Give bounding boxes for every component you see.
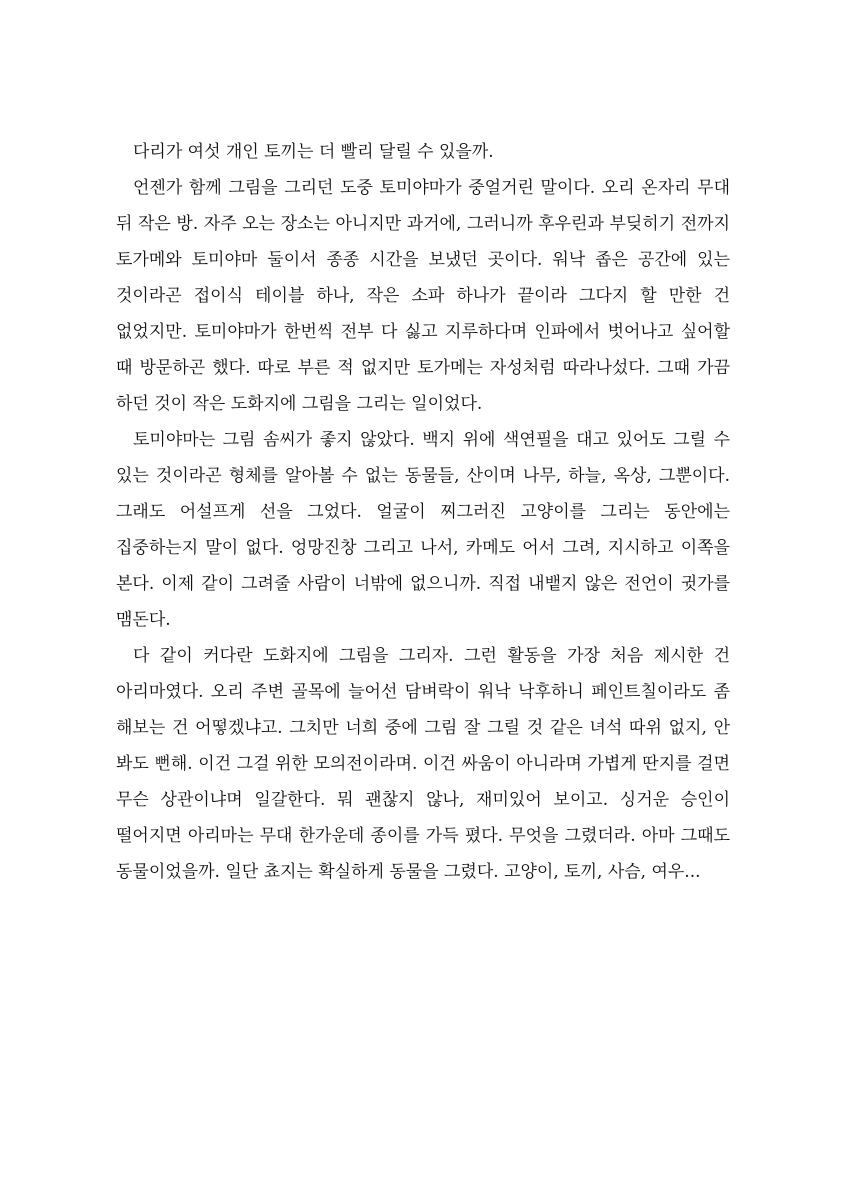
paragraph-4: 다 같이 커다란 도화지에 그림을 그리자. 그런 활동을 가장 처음 제시한 건 아리마였다. 오리 주변 골목에 늘어선 담벼락이 워낙 낙후하니 페인트칠이라도 좀 해보는 건 어떻겠냐고. 그치만 너희 중에 그림 잘 그릴 것 같은 녀석 따위 없지, 안 봐도 뻔해. 이건 그걸 위한 모의전이라며. 이건 싸움이 아니라며 가볍게 딴지를 걸면 무슨 상관이냐며 일갈한다. 뭐 괜찮지 않나, 재미있어 보이고. 싱거운 승인이 떨어지면 아리마는 무대 한가운데 종이를 가득 폈다. 무엇을 그렸더라. 아마 그때도 동물이었을까. 일단 쵸지는 확실하게 동물을 그렸다. 고양이, 토끼, 사슴, 여우... [116,646,730,882]
paragraph-2: 언젠가 함께 그림을 그리던 도중 토미야마가 중얼거린 말이다. 오리 온자리 무대 뒤 작은 방. 자주 오는 장소는 아니지만 과거에, 그러니까 후우린과 부딪히기 전까지 토가메와 토미야마 둘이서 종종 시간을 보냈던 곳이다. 워낙 좁은 공간에 있는 것이라곤 접이식 테이블 하나, 작은 소파 하나가 끝이라 그다지 할 만한 건 없었지만. 토미야마가 한번씩 전부 다 싫고 지루하다며 인파에서 벗어나고 싶어할 때 방문하곤 했다. 따로 부른 적 없지만 토가메는 자성처럼 따라나섰다. 그때 가끔 하던 것이 작은 도화지에 그림을 그리는 일이었다. [116,178,730,414]
paragraph-1: 다리가 여섯 개인 토끼는 더 빨리 달릴 수 있을까. [133,142,494,162]
paragraph-3: 토미야마는 그림 솜씨가 좋지 않았다. 백지 위에 색연필을 대고 있어도 그릴 수 있는 것이라곤 형체를 알아볼 수 없는 동물들, 산이며 나무, 하늘, 옥상, 그뿐이다. 그래도 어설프게 선을 그었다. 얼굴이 찌그러진 고양이를 그리는 동안에는 집중하는지 말이 없다. 엉망진창 그리고 나서, 카메도 어서 그려, 지시하고 이쪽을 본다. 이제 같이 그려줄 사람이 너밖에 없으니까. 직접 내뱉지 않은 전언이 귓가를 맴돈다. [116,430,730,630]
document-page [116,134,730,890]
